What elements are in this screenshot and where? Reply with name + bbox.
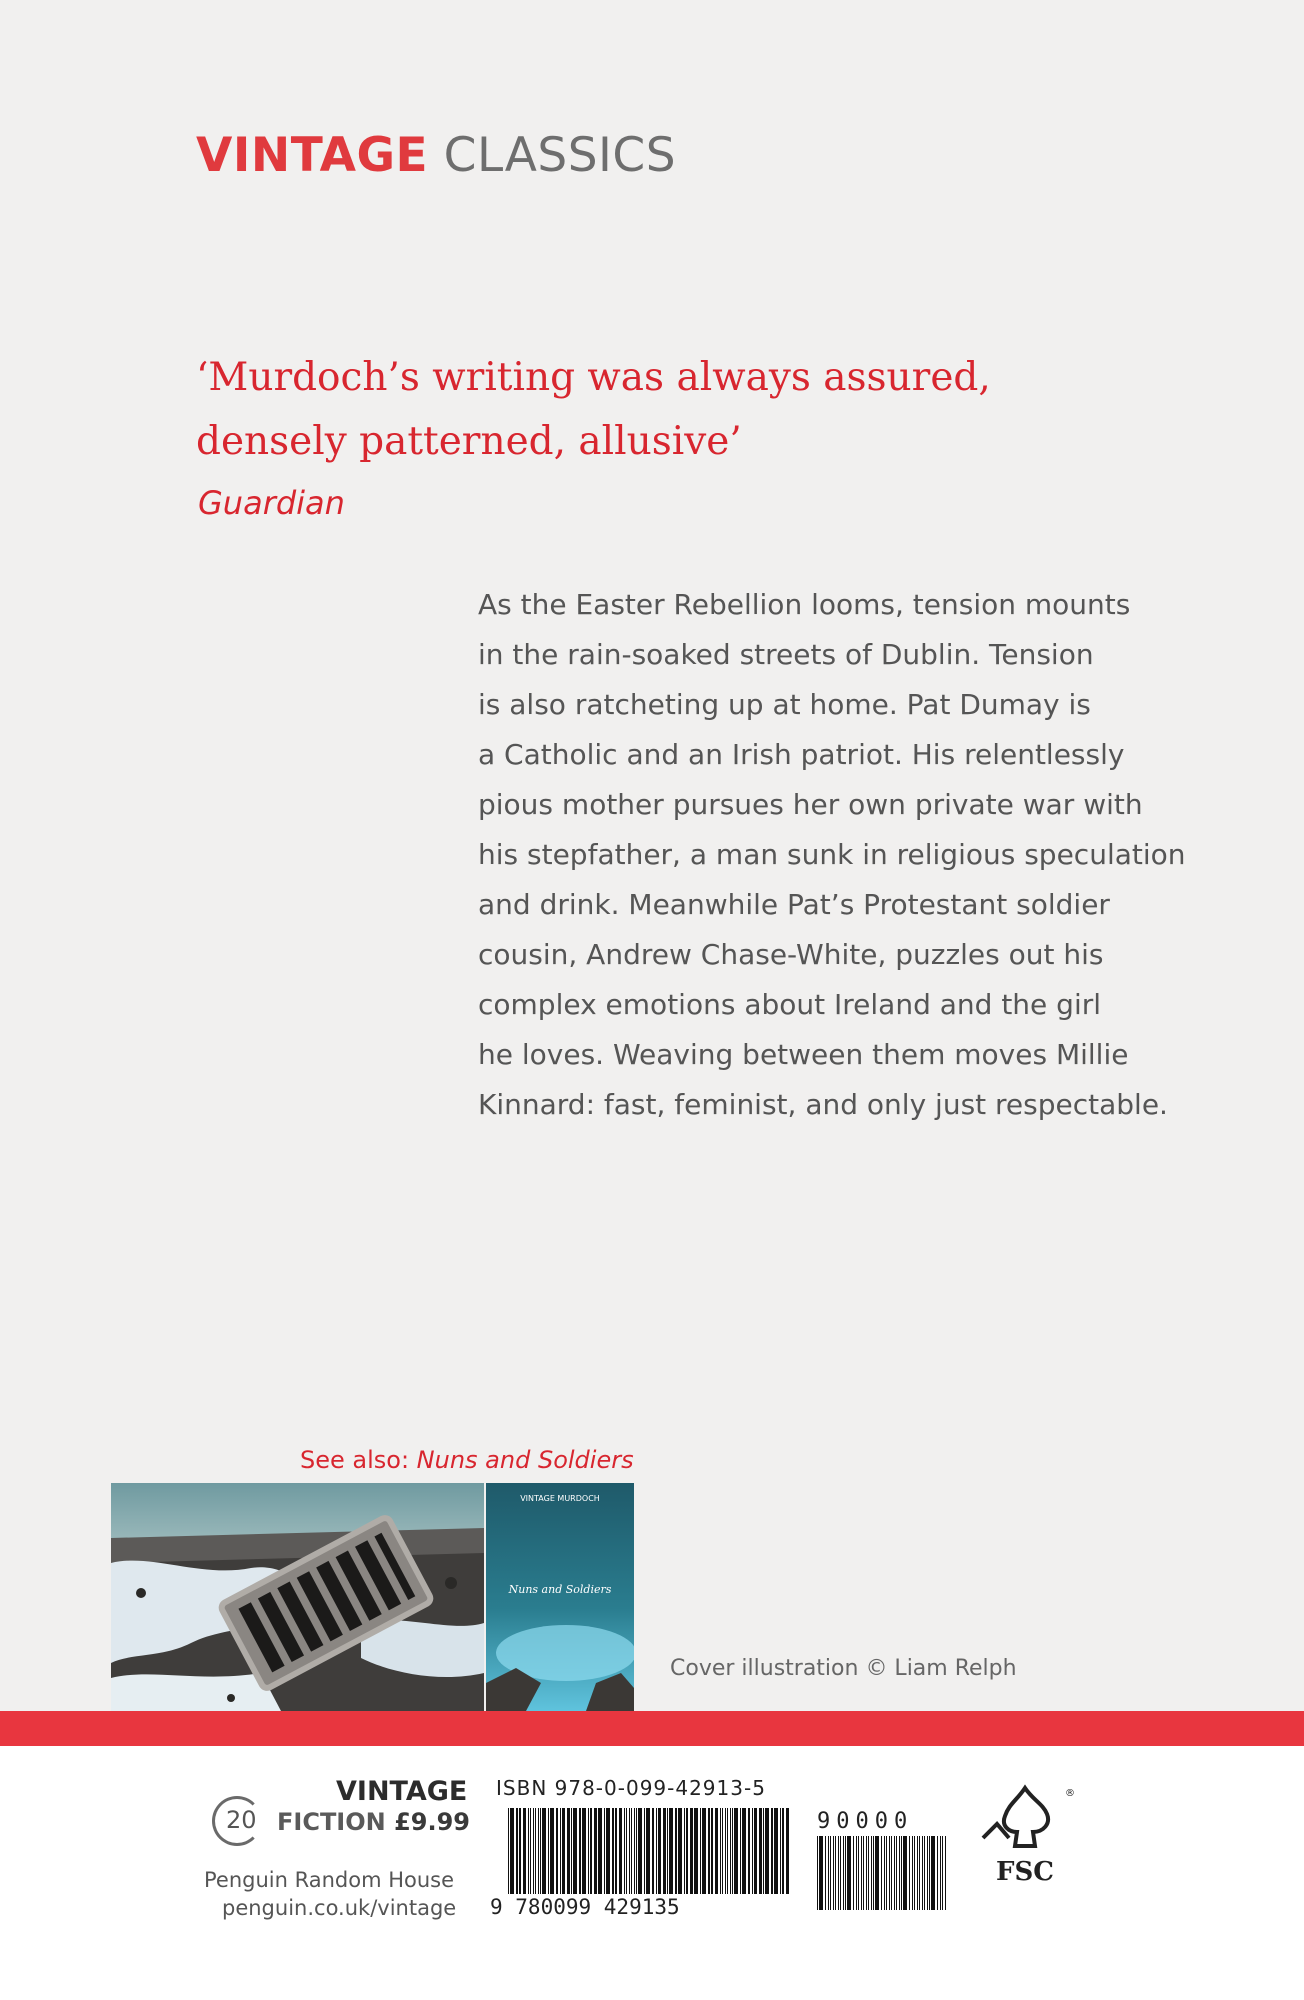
barcode-bar — [873, 1836, 874, 1910]
barcode-bar — [945, 1836, 946, 1910]
barcode-bar — [856, 1836, 857, 1910]
see-also-title: Nuns and Soldiers — [416, 1446, 634, 1474]
blurb-line: a Catholic and an Irish patriot. His relentlessly — [478, 738, 1125, 771]
barcode-bar — [835, 1836, 836, 1910]
barcode-bar — [819, 1836, 823, 1910]
barcode-bar — [881, 1836, 882, 1910]
fsc-logo — [975, 1780, 1075, 1890]
barcode-bar — [929, 1836, 930, 1910]
barcode-bar — [922, 1836, 923, 1910]
blurb-line: cousin, Andrew Chase-White, puzzles out his — [478, 938, 1104, 971]
quote-line-2: densely patterned, allusive’ — [196, 419, 742, 464]
anniversary-20-icon — [212, 1796, 262, 1846]
barcode-bar — [942, 1836, 943, 1910]
drain-photo-image — [111, 1483, 484, 1711]
barcode-bar — [903, 1836, 907, 1910]
barcode-bar — [912, 1836, 913, 1910]
red-band — [0, 1711, 1304, 1746]
barcode-bar — [940, 1836, 941, 1910]
vintage-classics-logo — [196, 126, 676, 186]
book-blurb — [478, 580, 1218, 1130]
blurb-line: Kinnard: fast, feminist, and only just respectable. — [478, 1088, 1168, 1121]
brand-vintage: VINTAGE — [196, 128, 429, 183]
price-addon-barcode — [815, 1808, 950, 1910]
publisher-url: penguin.co.uk/vintage — [222, 1896, 457, 1920]
quote-source: Guardian — [198, 484, 345, 522]
barcode-bar — [861, 1836, 862, 1910]
see-also-label — [300, 1446, 634, 1474]
barcode-bar — [830, 1836, 831, 1910]
barcode-bar — [868, 1836, 869, 1910]
publisher-name: Penguin Random House — [204, 1868, 455, 1892]
barcode-bar — [817, 1836, 818, 1910]
barcode-bar — [899, 1836, 900, 1910]
category-label: FICTION — [277, 1808, 386, 1836]
category-price — [277, 1808, 470, 1836]
mini-cover-image — [486, 1483, 634, 1711]
barcode-bar — [937, 1836, 938, 1910]
barcode-bar — [884, 1836, 885, 1910]
blurb-line: is also ratcheting up at home. Pat Dumay is — [478, 688, 1091, 721]
barcode-bar — [843, 1836, 844, 1910]
addon-bars — [817, 1836, 946, 1910]
fsc-text: FSC — [996, 1857, 1054, 1887]
barcode-bar — [931, 1836, 935, 1910]
quote-line-1: ‘Murdoch’s writing was always assured, — [196, 355, 991, 400]
fsc-tree-icon — [1004, 1788, 1048, 1846]
blurb-line: and drink. Meanwhile Pat’s Protestant soldier — [478, 888, 1110, 921]
fsc-registered: ® — [1065, 1788, 1075, 1799]
isbn-barcode — [490, 1808, 790, 1918]
barcode-bar — [866, 1836, 867, 1910]
barcode-bar — [891, 1836, 892, 1910]
addon-digits: 90000 — [817, 1809, 914, 1834]
barcode-bar — [919, 1836, 920, 1910]
see-also-prefix: See also: — [300, 1446, 417, 1474]
barcode-bar — [875, 1836, 879, 1910]
barcode-bar — [853, 1836, 854, 1910]
barcode-bar — [863, 1836, 864, 1910]
barcode-bar — [828, 1836, 829, 1910]
barcode-bar — [914, 1836, 915, 1910]
barcode-bar — [886, 1836, 887, 1910]
price-label: £9.99 — [394, 1808, 471, 1836]
blurb-line: in the rain-soaked streets of Dublin. Tension — [478, 638, 1094, 671]
barcode-bar — [924, 1836, 925, 1910]
barcode-bar — [858, 1836, 859, 1910]
barcode-bar — [838, 1836, 839, 1910]
mini-cover-title: Nuns and Soldiers — [508, 1583, 612, 1596]
barcode-digits: 9 780099 429135 — [490, 1895, 680, 1918]
barcode-bar — [825, 1836, 826, 1910]
barcode-bar — [901, 1836, 902, 1910]
barcode-bar — [845, 1836, 846, 1910]
barcode-bar — [871, 1836, 872, 1910]
barcode-bar — [927, 1836, 928, 1910]
blurb-line: his stepfather, a man sunk in religious speculation — [478, 838, 1186, 871]
barcode-bar — [833, 1836, 834, 1910]
barcode-bar — [896, 1836, 897, 1910]
mini-book-cover — [486, 1483, 634, 1711]
barcode-bar — [840, 1836, 841, 1910]
brand-classics: CLASSICS — [443, 128, 677, 183]
barcode-bar — [894, 1836, 895, 1910]
footer-imprint: VINTAGE — [336, 1776, 468, 1807]
isbn-label: ISBN 978-0-099-42913-5 — [496, 1776, 766, 1800]
barcode-bar — [889, 1836, 890, 1910]
cover-credit: Cover illustration © Liam Relph — [670, 1656, 1017, 1681]
blurb-line: complex emotions about Ireland and the girl — [478, 988, 1102, 1021]
barcode-bar — [847, 1836, 851, 1910]
blurb-line: he loves. Weaving between them moves Millie — [478, 1038, 1129, 1071]
review-quote — [196, 346, 1016, 474]
barcode-bar — [909, 1836, 910, 1910]
blurb-line: As the Easter Rebellion looms, tension mounts — [478, 588, 1131, 621]
blurb-line: pious mother pursues her own private war with — [478, 788, 1143, 821]
barcode-bar — [917, 1836, 918, 1910]
anniversary-number: 20 — [226, 1806, 257, 1834]
mini-cover-imprint: VINTAGE MURDOCH — [520, 1494, 600, 1503]
drain-photo — [111, 1483, 484, 1711]
